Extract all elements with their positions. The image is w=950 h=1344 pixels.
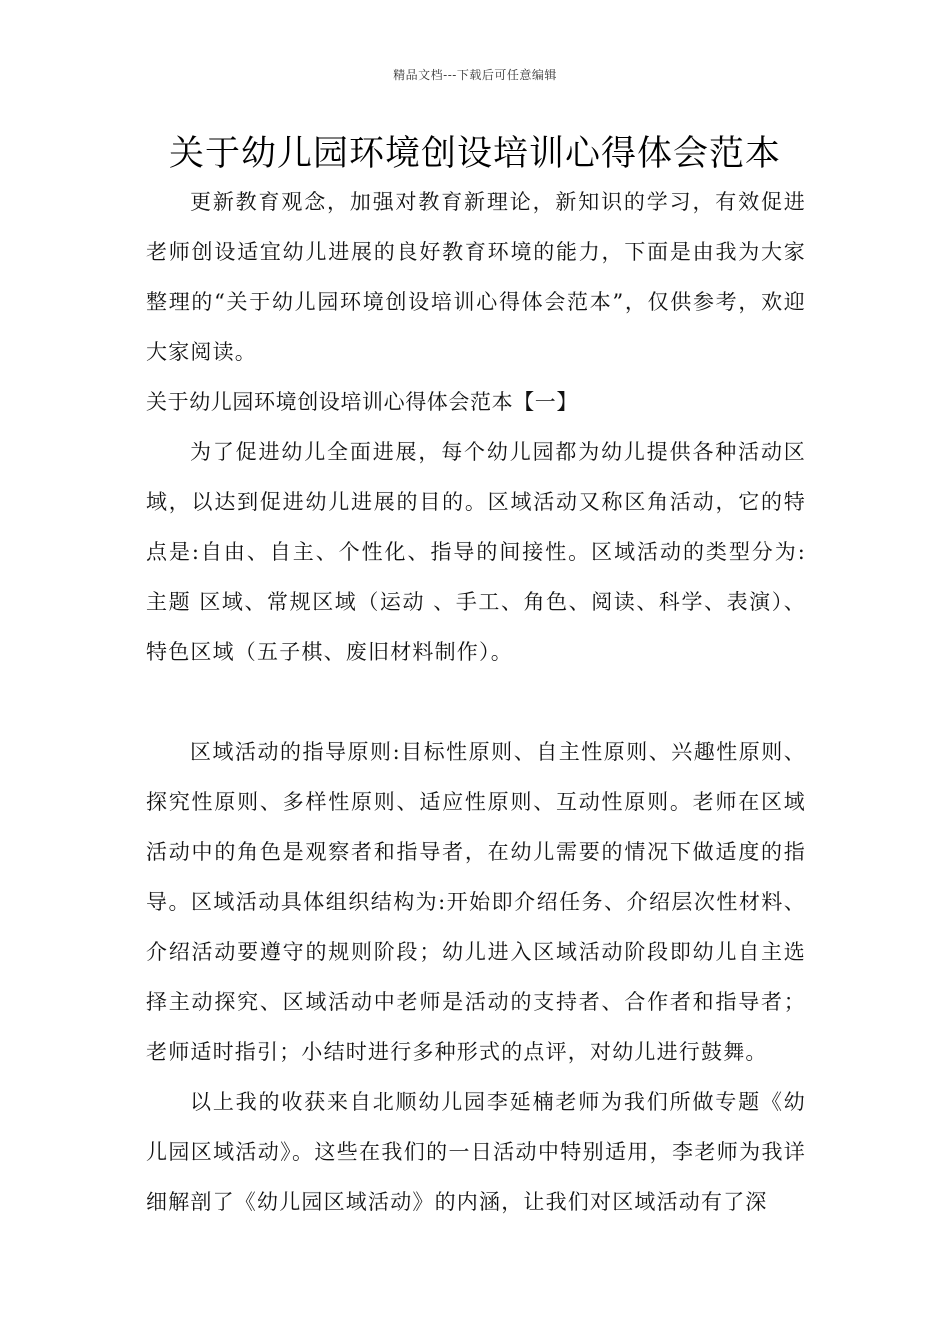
- body-paragraph-1: [146, 427, 806, 677]
- body-paragraph-2: [146, 727, 806, 1077]
- paragraph-text: 区域活动的指导原则:目标性原则、自主性原则、兴趣性原则、探究性原则、多样性原则、适应性原则、互动性原则。老师在区域活动中的角色是观察者和指导者，在幼儿需要的情况下做适度的指导。区域活动具体组织结构为:开始即介绍任务、介绍层次性材料、介绍活动要遵守的规则阶段；幼儿进入区域活动阶段即幼儿自主选择主动探究、区域活动中老师是活动的支持者、合作者和指导者；老师适时指引；小结时进行多种形式的点评，对幼儿进行鼓舞。: [146, 740, 806, 1064]
- paragraph-text: 以上我的收获来自北顺幼儿园李延楠老师为我们所做专题《幼儿园区域活动》。这些在我们的一日活动中特别适用，李老师为我详细解剖了《幼儿园区域活动》的内涵，让我们对区域活动有了深: [146, 1090, 806, 1214]
- paragraph-text: 为了促进幼儿全面进展，每个幼儿园都为幼儿提供各种活动区域，以达到促进幼儿进展的目的。区域活动又称区角活动，它的特点是:自由、自主、个性化、指导的间接性。区域活动的类型分为:主题 区域、常规区域（运动 、手工、角色、阅读、科学、表演）、特色区域（五子棋、废旧材料制作）。: [146, 440, 806, 664]
- intro-paragraph: [146, 177, 806, 377]
- intro-text: 更新教育观念，加强对教育新理论，新知识的学习，有效促进老师创设适宜幼儿进展的良好教育环境的能力，下面是由我为大家整理的“关于幼儿园环境创设培训心得体会范本”，仅供参考，欢迎大家阅读。: [146, 190, 806, 364]
- header-note: 精品文档---下载后可任意编辑: [393, 68, 557, 82]
- document-title: 关于幼儿园环境创设培训心得体会范本: [168, 134, 781, 174]
- body-paragraph-3: [146, 1077, 806, 1227]
- section-heading: 关于幼儿园环境创设培训心得体会范本【一】: [146, 390, 578, 414]
